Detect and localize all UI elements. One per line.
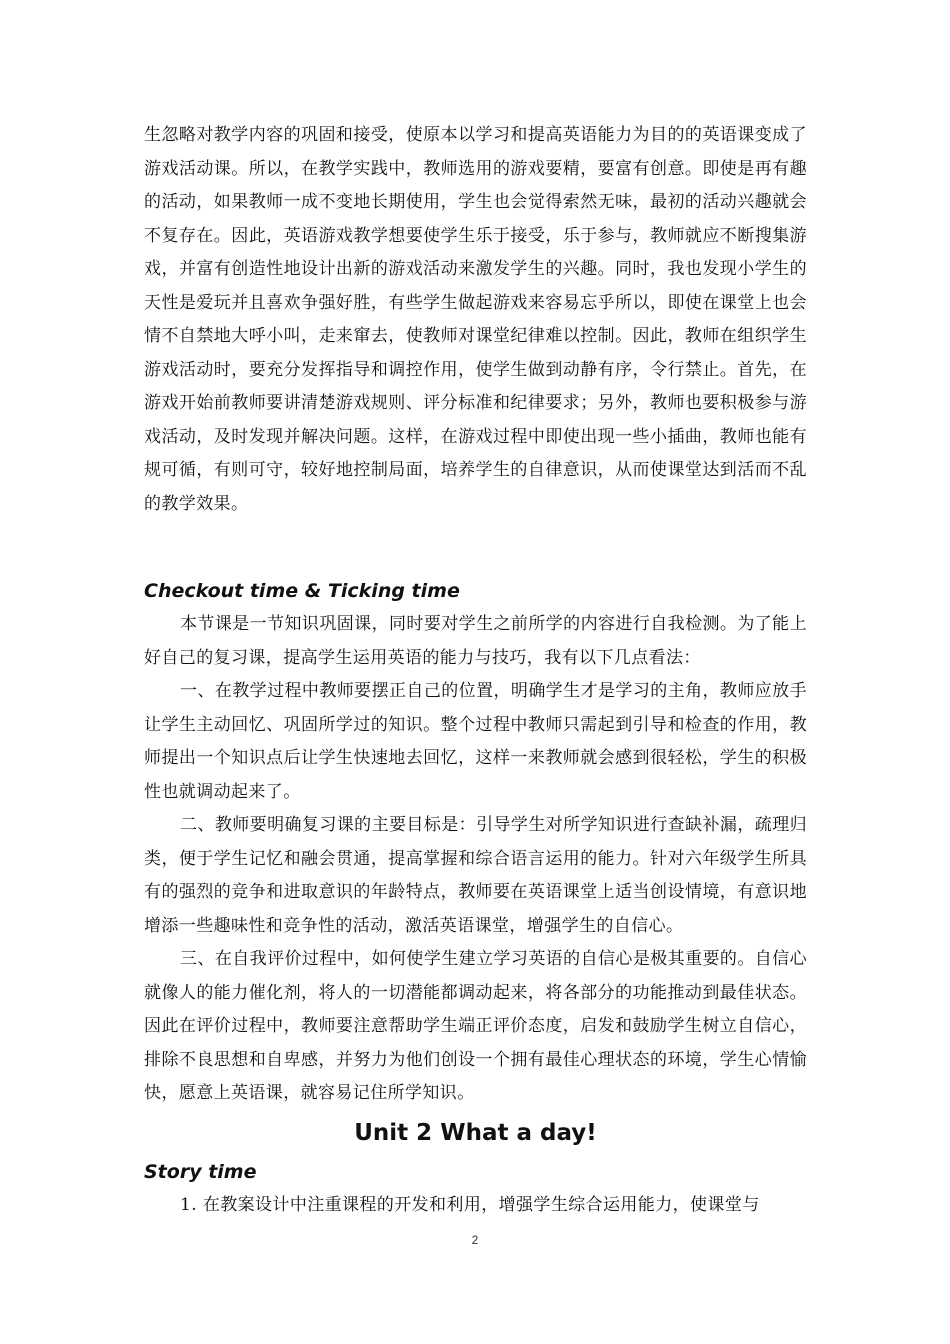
section-heading: Story time: [144, 1160, 257, 1183]
page-number: 2: [471, 1233, 479, 1247]
body-paragraph: 生忽略对教学内容的巩固和接受，使原本以学习和提高英语能力为目的的英语课变成了游戏活动课。所以，在教学实践中，教师选用的游戏要精，要富有创意。即使是再有趣的活动，如果教师一成不变地长期使用，学生也会觉得索然无味，最初的活动兴趣就会不复存在。因此，英语游戏教学想要使学生乐于接受，乐于参与，教师就应不断搜集游戏，并富有创造性地设计出新的游戏活动来激发学生的兴趣。同时，我也发现小学生的天性是爱玩并且喜欢争强好胜，有些学生做起游戏来容易忘乎所以，即使在课堂上也会情不自禁地大呼小叫，走来窜去，使教师对课堂纪律难以控制。因此，教师在组织学生游戏活动时，要充分发挥指导和调控作用，使学生做到动静有序，令行禁止。首先，在游戏开始前教师要讲清楚游戏规则、评分标准和纪律要求；另外，教师也要积极参与游戏活动，及时发现并解决问题。这样，在游戏过程中即使出现一些小插曲，教师也能有规可循，有则可守，较好地控制局面，培养学生的自律意识，从而使课堂达到活而不乱的教学效果。: [144, 125, 807, 514]
body-paragraph: 一、在教学过程中教师要摆正自己的位置，明确学生才是学习的主角，教师应放手让学生主动回忆、巩固所学过的知识。整个过程中教师只需起到引导和检查的作用，教师提出一个知识点后让学生快速地去回忆，这样一来教师就会感到很轻松，学生的积极性也就调动起来了。: [144, 681, 807, 802]
page-content: [144, 119, 807, 1222]
unit-title: Unit 2 What a day!: [354, 1119, 597, 1146]
body-paragraph: 1. 在教案设计中注重课程的开发和利用，增强学生综合运用能力，使课堂与: [180, 1194, 760, 1215]
body-paragraph: 三、在自我评价过程中，如何使学生建立学习英语的自信心是极其重要的。自信心就像人的能力催化剂，将人的一切潜能都调动起来，将各部分的功能推动到最佳状态。因此在评价过程中，教师要注意帮助学生端正评价态度，启发和鼓励学生树立自信心，排除不良思想和自卑感，并努力为他们创设一个拥有最佳心理状态的环境，学生心情愉快，愿意上英语课，就容易记住所学知识。: [144, 949, 807, 1103]
spacer: [144, 521, 807, 576]
section-heading: Checkout time & Ticking time: [144, 580, 460, 602]
body-paragraph: 本节课是一节知识巩固课，同时要对学生之前所学的内容进行自我检测。为了能上好自己的复习课，提高学生运用英语的能力与技巧，我有以下几点看法：: [144, 614, 807, 668]
body-paragraph: 二、教师要明确复习课的主要目标是：引导学生对所学知识进行查缺补漏，疏理归类，便于学生记忆和融会贯通，提高掌握和综合语言运用的能力。针对六年级学生所具有的强烈的竞争和进取意识的年龄特点，教师要在英语课堂上适当创设情境，有意识地增添一些趣味性和竞争性的活动，激活英语课堂，增强学生的自信心。: [144, 815, 807, 936]
